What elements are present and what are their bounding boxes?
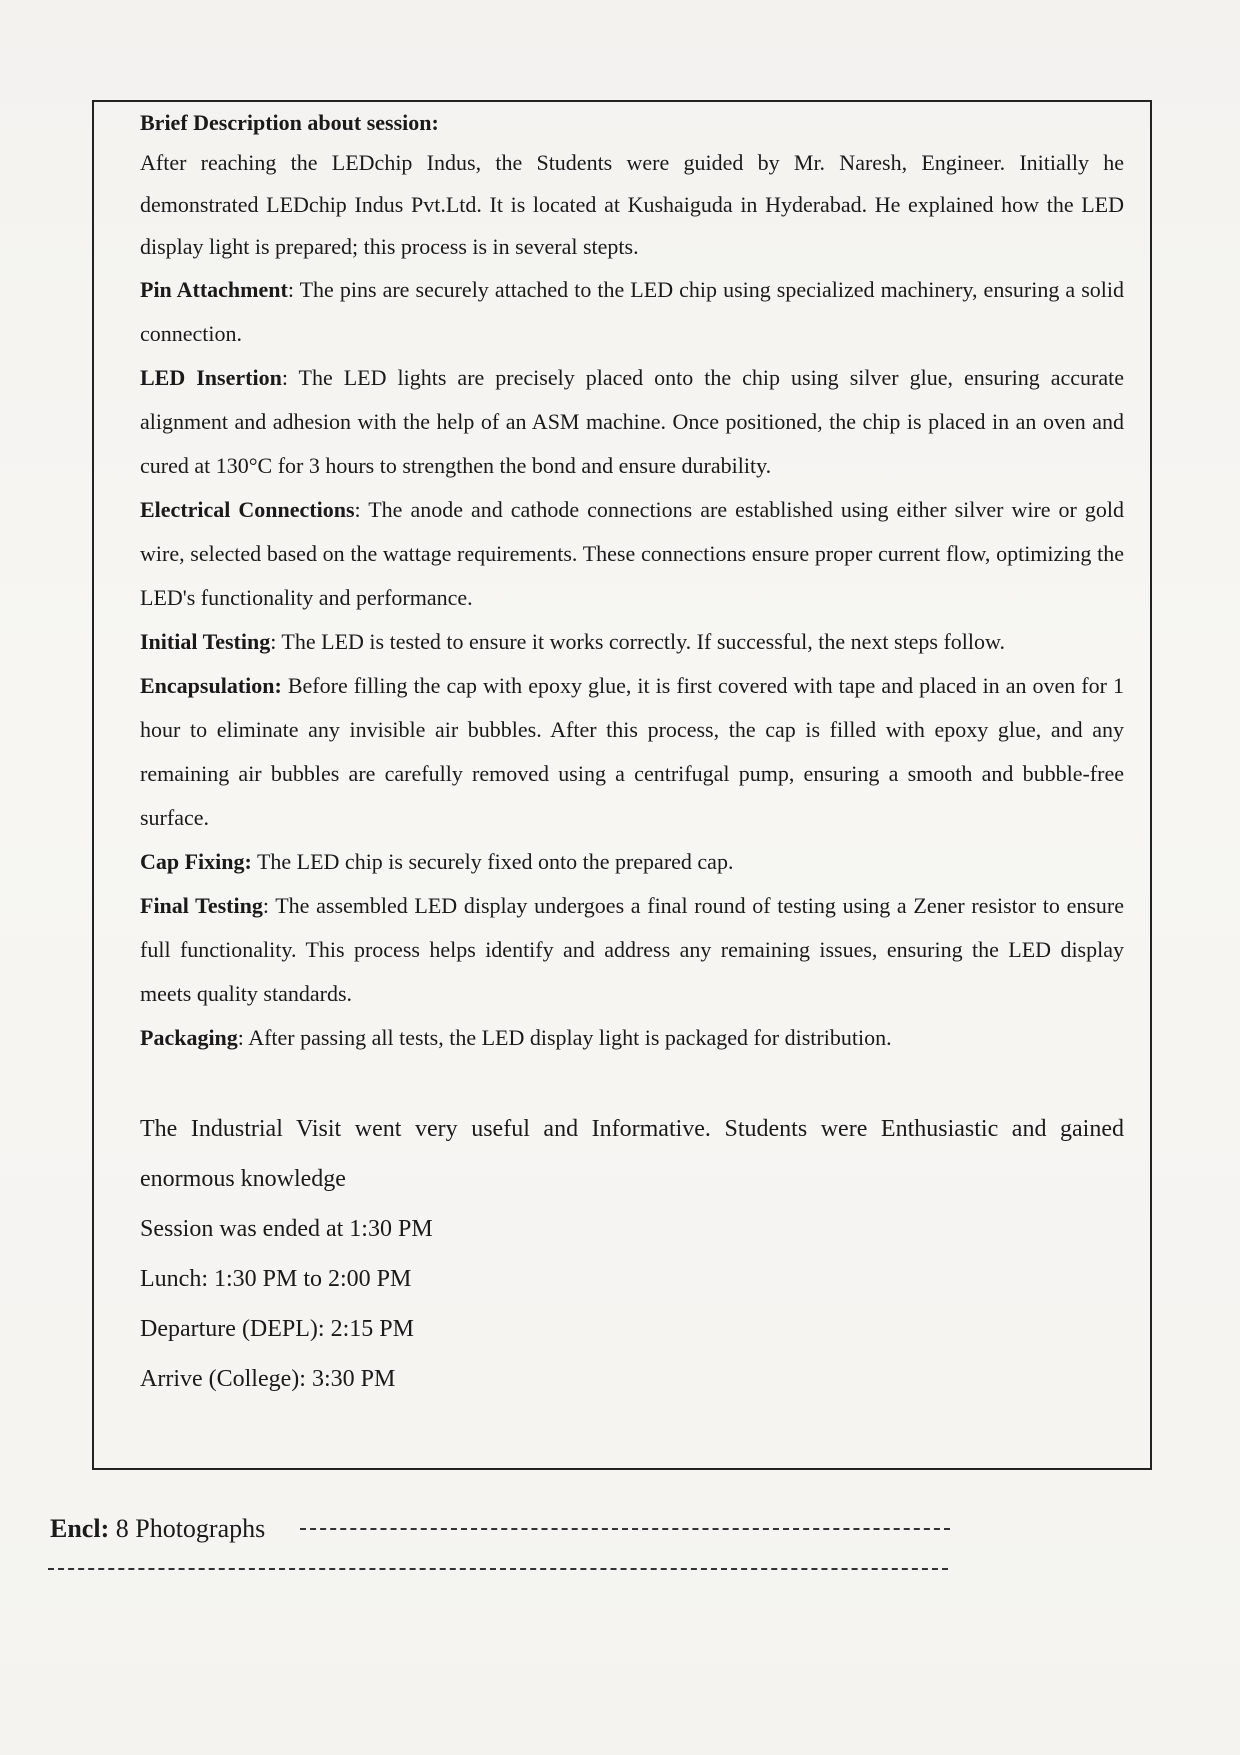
session-end-time: Session was ended at 1:30 PM [140,1216,433,1242]
step-text: : The LED lights are precisely placed onto the chip using silver glue, ensuring accurate alignment and adhesion with the help of an ASM machine. Once positioned, the chip is placed in an oven and cured at 130°C for 3 hours to strengthen the bond and ensure durability. [140,365,1124,478]
step-text: Before filling the cap with epoxy glue, it is first covered with tape and placed in an oven for 1 hour to eliminate any invisible air bubbles. After this process, the cap is filled with epoxy glue, and any remaining air bubbles are carefully removed using a centrifugal pump, ensuring a smooth and bubble-free surface. [140,673,1124,830]
paragraph-spacer [140,1060,1124,1104]
session-description-box [92,100,1152,1470]
dashed-divider-bottom [48,1568,948,1570]
step-label: Pin Attachment [140,277,288,302]
closing-remarks: The Industrial Visit went very useful and Informative. Students were Enthusiastic and gained enormous knowledge [140,1116,1124,1192]
step-text: : After passing all tests, the LED display light is packaged for distribution. [237,1025,892,1050]
step-text: : The LED is tested to ensure it works correctly. If successful, the next steps follow. [270,629,1005,654]
step-text: : The anode and cathode connections are established using either silver wire or gold wire, selected based on the wattage requirements. These connections ensure proper current flow, optimizing the LED's functionality and performance. [140,497,1124,610]
step-encapsulation [140,664,1124,840]
step-label: Cap Fixing: [140,849,252,874]
departure-time: Departure (DEPL): 2:15 PM [140,1316,414,1342]
step-text: The LED chip is securely fixed onto the prepared cap. [251,849,734,874]
step-label: LED Insertion [140,365,282,390]
dashed-divider-top [300,1528,950,1530]
step-label: Final Testing [140,893,263,918]
enclosure-note [50,1512,265,1546]
arrival-time: Arrive (College): 3:30 PM [140,1366,396,1392]
intro-paragraph: After reaching the LEDchip Indus, the Students were guided by Mr. Naresh, Engineer. Initially he demonstrated LEDchip Indus Pvt.Ltd. It is located at Kushaiguda in Hyderabad. He explained how the LED display light is prepared; this process is in several stepts. [140,150,1124,259]
step-cap-fixing [140,840,1124,884]
section-heading: Brief Description about session: [140,110,439,135]
step-packaging [140,1016,1124,1060]
lunch-time: Lunch: 1:30 PM to 2:00 PM [140,1266,412,1292]
step-electrical-connections [140,488,1124,620]
enclosure-text: 8 Photographs [109,1514,266,1543]
step-label: Packaging [140,1025,238,1050]
step-pin-attachment [140,268,1124,356]
enclosure-label: Encl: [50,1514,110,1543]
step-label: Electrical Connections [140,497,355,522]
step-text: : The pins are securely attached to the LED chip using specialized machinery, ensuring a solid connection. [140,277,1124,346]
step-led-insertion [140,356,1124,488]
step-initial-testing [140,620,1124,664]
step-final-testing [140,884,1124,1016]
step-label: Encapsulation: [140,673,282,698]
step-text: : The assembled LED display undergoes a final round of testing using a Zener resistor to ensure full functionality. This process helps identify and address any remaining issues, ensuring the LED display meets quality standards. [140,893,1124,1006]
step-label: Initial Testing [140,629,271,654]
